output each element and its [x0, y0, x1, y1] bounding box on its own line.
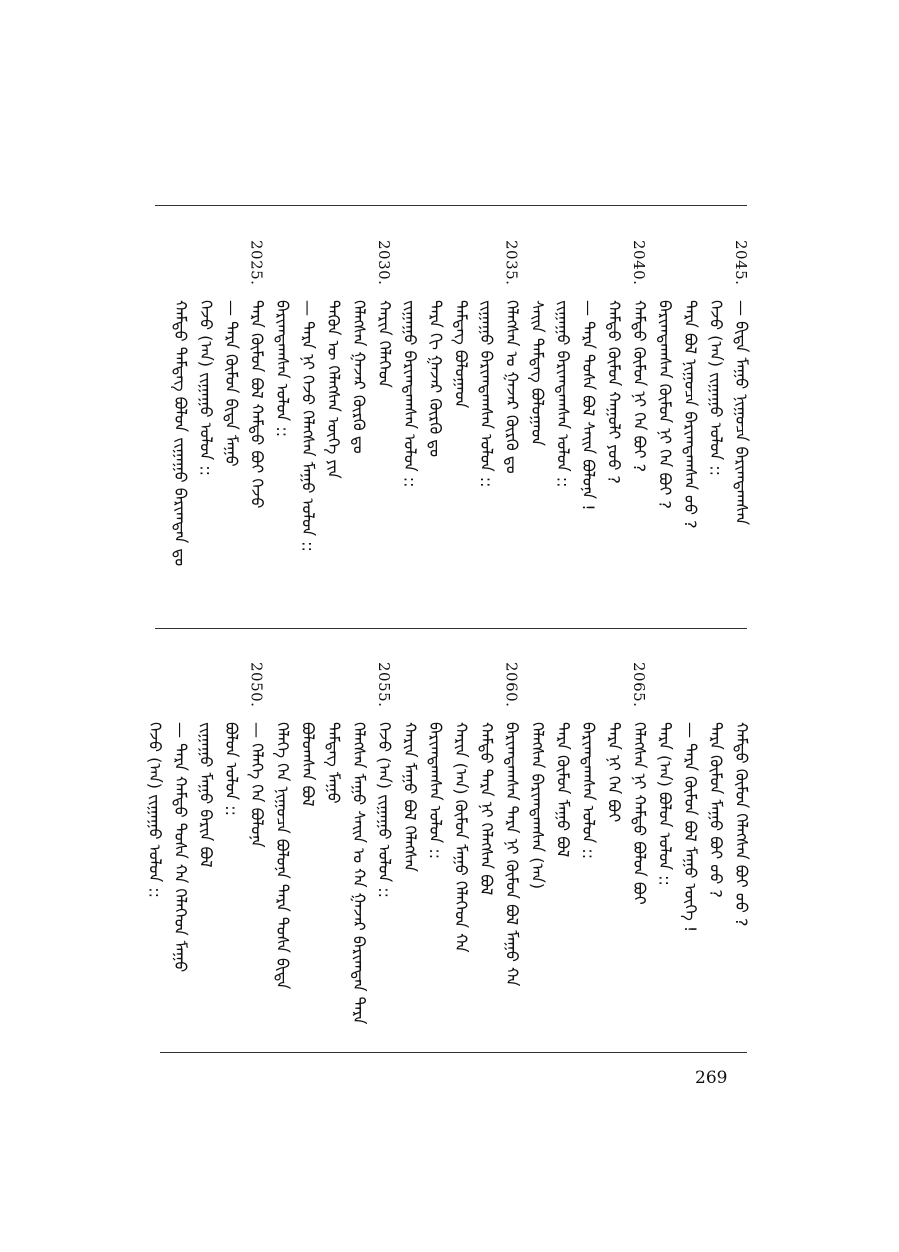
verse-line [373, 662, 395, 1032]
verse-line [220, 240, 242, 610]
line-number [144, 662, 166, 722]
verse-text: ᠪᠠᠷᠢᠭᠳᠠᠭᠰᠠᠨ ᠣᠯᠣᠨ :: [579, 722, 598, 860]
verse-text: ᠬᠠᠷᠢᠨ ᠮᠠᠭᠤ ᠪᠣᠯ ᠬᠡᠯᠡᠭᠰᠡᠨ [400, 722, 420, 872]
verse-line [577, 240, 599, 610]
verse-line [603, 240, 625, 610]
verse-line [475, 240, 497, 610]
line-number [169, 240, 191, 300]
verse-line [246, 662, 268, 1032]
page-number: 269 [695, 1068, 728, 1088]
verse-line [705, 240, 727, 610]
verse-line [297, 662, 319, 1032]
verse-line [399, 662, 421, 1032]
verse-text: ᠬᠠᠮᠲᠤ ᠲᠡᠷᠡ ᠨᠢ ᠬᠡᠯᠡᠭᠰᠡᠨ ᠪᠣᠯ [477, 722, 496, 896]
verse-text: ᠬᠡᠯᠡᠭᠰᠡᠨ ᠨᠢ ᠬᠠᠮᠲᠤ ᠪᠣᠯᠤᠨ ᠪᠤᠢ [630, 722, 649, 905]
line-number [705, 662, 727, 722]
verse-line [577, 662, 599, 1032]
verse-text: ᠬᠠᠮᠲᠤ ᠬᠦᠮᠦᠨ ᠬᠠᠭᠤᠯᠢ ᠶᠤᠤ ? [604, 300, 624, 484]
line-number [169, 662, 191, 722]
verse-line [730, 662, 752, 1032]
verse-line [603, 662, 625, 1032]
line-number [322, 240, 344, 300]
line-number [220, 662, 242, 722]
line-number [654, 662, 676, 722]
verse-text: — ᠲᠡᠷᠡ ᠲᠤᠰᠠ ᠪᠣᠯ ᠰᠠᠢᠨ ᠪᠣᠯᠤᠨᠠ ! [579, 300, 598, 511]
line-number [297, 240, 319, 300]
line-number [603, 240, 625, 300]
verse-line [450, 240, 472, 610]
verse-line [195, 662, 217, 1032]
top-rule [155, 205, 747, 206]
verse-text: ᠪᠠᠷᠢᠭᠳᠠᠭᠰᠠᠨ ᠣᠯᠣᠨ :: [426, 722, 445, 860]
verse-line [654, 662, 676, 1032]
line-number: 2055. [375, 662, 393, 708]
verse-text: — ᠲᠡᠷᠡ ᠨᠢ ᠭᠡᠵᠦ ᠬᠡᠯᠡᠭᠰᠡᠨ ᠮᠠᠭᠤ ᠣᠯᠣᠨ :: [298, 300, 318, 552]
line-number [475, 662, 497, 722]
verse-line [705, 662, 727, 1032]
verse-text: — ᠪᠢᠳᠡ ᠮᠠᠭᠤ ᠨᠢᠭᠤᠴᠠ ᠪᠠᠷᠢᠭᠳᠠᠭᠰᠠᠨ [732, 300, 751, 526]
line-number [603, 662, 625, 722]
line-number [730, 662, 752, 722]
verse-line [373, 240, 395, 610]
line-number [297, 662, 319, 722]
line-number [220, 240, 242, 300]
middle-rule [155, 628, 747, 629]
verse-text: ᠬᠡᠯᠡᠭᠰᠡᠨ ᠤ ᠭᠠᠵᠠᠷ ᠬᠦᠷᠬᠦ ᠳᠤ [502, 300, 522, 474]
verse-text: ᠲᠡᠮᠳᠡᠭ ᠮᠠᠭᠤ [324, 722, 343, 804]
line-number [526, 662, 548, 722]
line-number [552, 240, 574, 300]
verse-text: ᠬᠡᠯᠡᠭᠰᠡᠨ ᠪᠠᠷᠢᠭᠳᠠᠭᠰᠠᠨ (ᠠᠨ) [528, 722, 547, 890]
verse-text: ᠲᠡᠷᠡ ᠪᠣᠯ ᠨᠢᠭᠤᠴᠠ ᠪᠠᠷᠢᠭᠳᠠᠭᠰᠠᠨ ᠤᠤ ? [681, 300, 700, 529]
line-number [705, 240, 727, 300]
line-number [654, 240, 676, 300]
line-number [322, 662, 344, 722]
verse-text: — ᠲᠡᠷᠡ ᠬᠠᠮᠲᠤ ᠲᠤᠰᠠ ᠬᠠ ᠬᠡᠯᠡᠭᠡᠳ ᠮᠠᠭᠤ [171, 722, 190, 973]
verse-text: ᠲᠡᠷᠡ ᠬᠢ ᠭᠠᠵᠠᠷ ᠬᠦᠷᠬᠦ ᠳᠤ [426, 300, 445, 458]
verse-text: ᠲᠡᠷᠡ ᠨᠢ ᠬᠡᠨ ᠪᠤᠢ [604, 722, 624, 823]
verse-line [628, 662, 650, 1032]
verse-text: ᠲᠡᠷᠡ ᠬᠦᠮᠦᠨ ᠮᠠᠭᠤ ᠪᠤᠢ ᠤᠤ ? [706, 722, 726, 898]
verse-text: ᠲᠡᠮᠳᠡᠭ ᠪᠣᠯᠤᠭᠠᠳ [451, 300, 471, 409]
line-number [271, 662, 293, 722]
verse-line [679, 662, 701, 1032]
verse-text: ᠪᠠᠷᠢᠭᠳᠠᠭᠰᠠᠨ ᠬᠦᠮᠦᠨ ᠨᠢ ᠬᠡᠨ ᠪᠤᠢ ? [655, 300, 675, 509]
verse-text: ᠬᠡᠯᠡᠭᠰᠡᠨ ᠭᠠᠵᠠᠷ ᠬᠦᠷᠬᠦ ᠳᠤ [349, 300, 369, 454]
bottom-rule [160, 1052, 747, 1053]
verse-line [501, 240, 523, 610]
verse-text: ᠬᠠᠮᠲᠤ ᠬᠦᠮᠦᠨ ᠬᠡᠯᠡᠭᠰᠡᠨ ᠪᠤᠢ ᠤᠤ ? [732, 722, 751, 927]
line-number: 2025. [247, 240, 266, 286]
verse-line [348, 240, 370, 610]
line-number [679, 240, 701, 300]
lower-verse-block [145, 662, 751, 1042]
line-number [424, 662, 446, 722]
verse-line [679, 240, 701, 610]
verse-line [271, 240, 293, 610]
line-number: 2065. [630, 662, 648, 708]
verse-text: ᠵᠢᠭᠠᠭᠤ ᠮᠠᠭᠤ ᠪᠠᠷᠢᠨ ᠪᠣᠯ [196, 722, 216, 868]
upper-verse-block [150, 240, 750, 620]
line-number [399, 240, 421, 300]
verse-text: ᠬᠠᠮᠲᠤ ᠬᠦᠮᠦᠨ ᠨᠢ ᠬᠡᠨ ᠪᠤᠢ ? [630, 300, 649, 473]
verse-line [552, 240, 574, 610]
verse-text: ᠵᠢᠭᠠᠭᠤ ᠪᠠᠷᠢᠭᠳᠠᠭᠰᠠᠨ ᠣᠯᠣᠨ :: [400, 300, 420, 488]
line-number [526, 240, 548, 300]
verse-text: — ᠲᠡᠷᠡ ᠬᠦᠮᠦᠨ ᠪᠢᠳᠡ ᠮᠠᠭᠤ [222, 300, 241, 467]
line-number [348, 662, 370, 722]
verse-text: ᠪᠠᠷᠢᠭᠳᠠᠭᠰᠠᠨ ᠣᠯᠣᠨ :: [273, 300, 292, 438]
line-number [195, 662, 217, 722]
verse-text: ᠬᠠᠷᠢᠨ ᠬᠡᠯᠡᠭᠡᠳ [375, 300, 394, 388]
verse-line [424, 240, 446, 610]
verse-text: ᠪᠣᠯᠤᠨ ᠣᠯᠣᠨ :: [222, 722, 241, 817]
verse-line [246, 240, 268, 610]
line-number [424, 240, 446, 300]
verse-text: ᠪᠣᠯᠤᠭᠰᠠᠨ ᠪᠣᠯ [298, 722, 318, 807]
verse-line [348, 662, 370, 1032]
line-number [552, 662, 574, 722]
verse-text: ᠪᠠᠷᠢᠭᠳᠠᠭᠰᠠᠨ ᠲᠡᠷᠡ ᠨᠢ ᠬᠦᠮᠦᠨ ᠪᠣᠯ ᠮᠠᠭᠤ ᠬᠠ [502, 722, 522, 987]
verse-text: ᠲᠡᠷᠡ ᠬᠦᠮᠦᠨ ᠪᠣᠯ ᠬᠠᠮᠲᠤ ᠪᠤᠢ ᠭᠡᠵᠦ [247, 300, 267, 509]
line-number: 2050. [247, 662, 266, 708]
verse-text: ᠬᠠᠷᠢᠨ (ᠠᠨ) ᠬᠦᠮᠦᠨ ᠮᠠᠭᠤ ᠬᠡᠯᠡᠭᠡᠳ ᠬᠠ [451, 722, 471, 953]
verse-line [322, 240, 344, 610]
verse-line [271, 662, 293, 1032]
verse-line [169, 662, 191, 1032]
verse-line [220, 662, 242, 1032]
verse-text: ᠬᠠᠮᠲᠤ ᠲᠡᠮᠳᠡᠭ ᠪᠣᠯᠤᠨ ᠵᠢᠭᠠᠭᠤ ᠪᠠᠷᠢᠭᠳᠠᠨ ᠳᠤ [171, 300, 190, 567]
verse-text: ᠭᠡᠵᠦ (ᠠᠨ) ᠵᠢᠭᠠᠭᠤ ᠣᠯᠣᠨ :: [375, 722, 394, 899]
verse-line [450, 662, 472, 1032]
verse-line [399, 240, 421, 610]
line-number [348, 240, 370, 300]
verse-line [297, 240, 319, 610]
verse-text: ᠭᠡᠵᠦ (ᠠᠨ) ᠵᠢᠭᠠᠭᠤ ᠣᠯᠣᠨ :: [145, 722, 165, 899]
verse-line [526, 662, 548, 1032]
line-number [450, 662, 472, 722]
verse-text: ᠵᠢᠭᠠᠭᠤ ᠪᠠᠷᠢᠭᠳᠠᠭᠰᠠᠨ ᠣᠯᠣᠨ :: [553, 300, 573, 488]
verse-line [628, 240, 650, 610]
verse-text: ᠰᠠᠢᠨ ᠲᠡᠮᠳᠡᠭ ᠪᠣᠯᠤᠭᠠᠳ [528, 300, 547, 447]
line-number [577, 662, 599, 722]
verse-line [322, 662, 344, 1032]
line-number [399, 662, 421, 722]
verse-text: ᠬᠡᠯᠡᠭᠰᠡᠨ ᠮᠠᠭᠤ ᠰᠠᠢᠨ ᠤ ᠬᠠ ᠭᠠᠵᠠᠷ ᠪᠠᠷᠢᠭᠳᠠᠨ ᠲᠡᠷᠡ [349, 722, 369, 1025]
line-number [195, 240, 217, 300]
line-number: 2030. [375, 240, 393, 286]
line-number [450, 240, 472, 300]
line-number: 2040. [630, 240, 648, 286]
verse-line [475, 662, 497, 1032]
verse-text: ᠬᠡᠯᠡᠭᠡ ᠬᠡᠨ ᠨᠢᠭᠤᠴᠠ ᠪᠣᠯᠤᠨᠠ ᠲᠡᠷᠡ ᠲᠤᠰᠠ ᠪᠢᠳᠡ [273, 722, 292, 990]
verse-text: ᠲᠡᠷᠡ ᠬᠦᠮᠦᠨ ᠮᠠᠭᠤ ᠪᠣᠯ [553, 722, 573, 858]
line-number: 2060. [502, 662, 521, 708]
line-number [475, 240, 497, 300]
verse-text: ᠲᠡᠭᠦᠨ ᠦ ᠬᠡᠯᠡᠭᠰᠡᠨ ᠦᠭᠡ ᠶᠢᠨ [324, 300, 343, 479]
line-number [577, 240, 599, 300]
line-number: 2035. [502, 240, 521, 286]
verse-line [552, 662, 574, 1032]
verse-text: ᠲᠡᠷᠡ (ᠠᠨ) ᠪᠣᠯᠣᠨ ᠣᠯᠣᠨ :: [655, 722, 675, 886]
verse-text: ᠭᠡᠵᠦ (ᠠᠨ) ᠵᠢᠭᠠᠭᠤ ᠣᠯᠣᠨ :: [196, 300, 216, 477]
verse-line [195, 240, 217, 610]
verse-line [730, 240, 752, 610]
verse-text: ᠭᠡᠵᠦ (ᠠᠨ) ᠵᠢᠭᠠᠭᠤ ᠣᠯᠣᠨ :: [706, 300, 726, 477]
verse-line [501, 662, 523, 1032]
verse-line [169, 240, 191, 610]
verse-line [526, 240, 548, 610]
verse-line [424, 662, 446, 1032]
line-number: 2045. [732, 240, 750, 286]
line-number [271, 240, 293, 300]
verse-line [654, 240, 676, 610]
verse-line [144, 662, 166, 1032]
verse-text: — ᠬᠡᠯᠡᠭᠡ ᠬᠡᠨ ᠪᠣᠯᠤᠨᠠ [247, 722, 267, 848]
verse-text: — ᠲᠡᠷᠡ ᠬᠦᠮᠦᠨ ᠪᠣᠯ ᠮᠠᠭᠤ ᠦᠭᠡ ! [681, 722, 700, 933]
verse-text: ᠵᠢᠭᠠᠭᠤ ᠪᠠᠷᠢᠭᠳᠠᠭᠰᠠᠨ ᠣᠯᠣᠨ :: [477, 300, 496, 488]
line-number [679, 662, 701, 722]
